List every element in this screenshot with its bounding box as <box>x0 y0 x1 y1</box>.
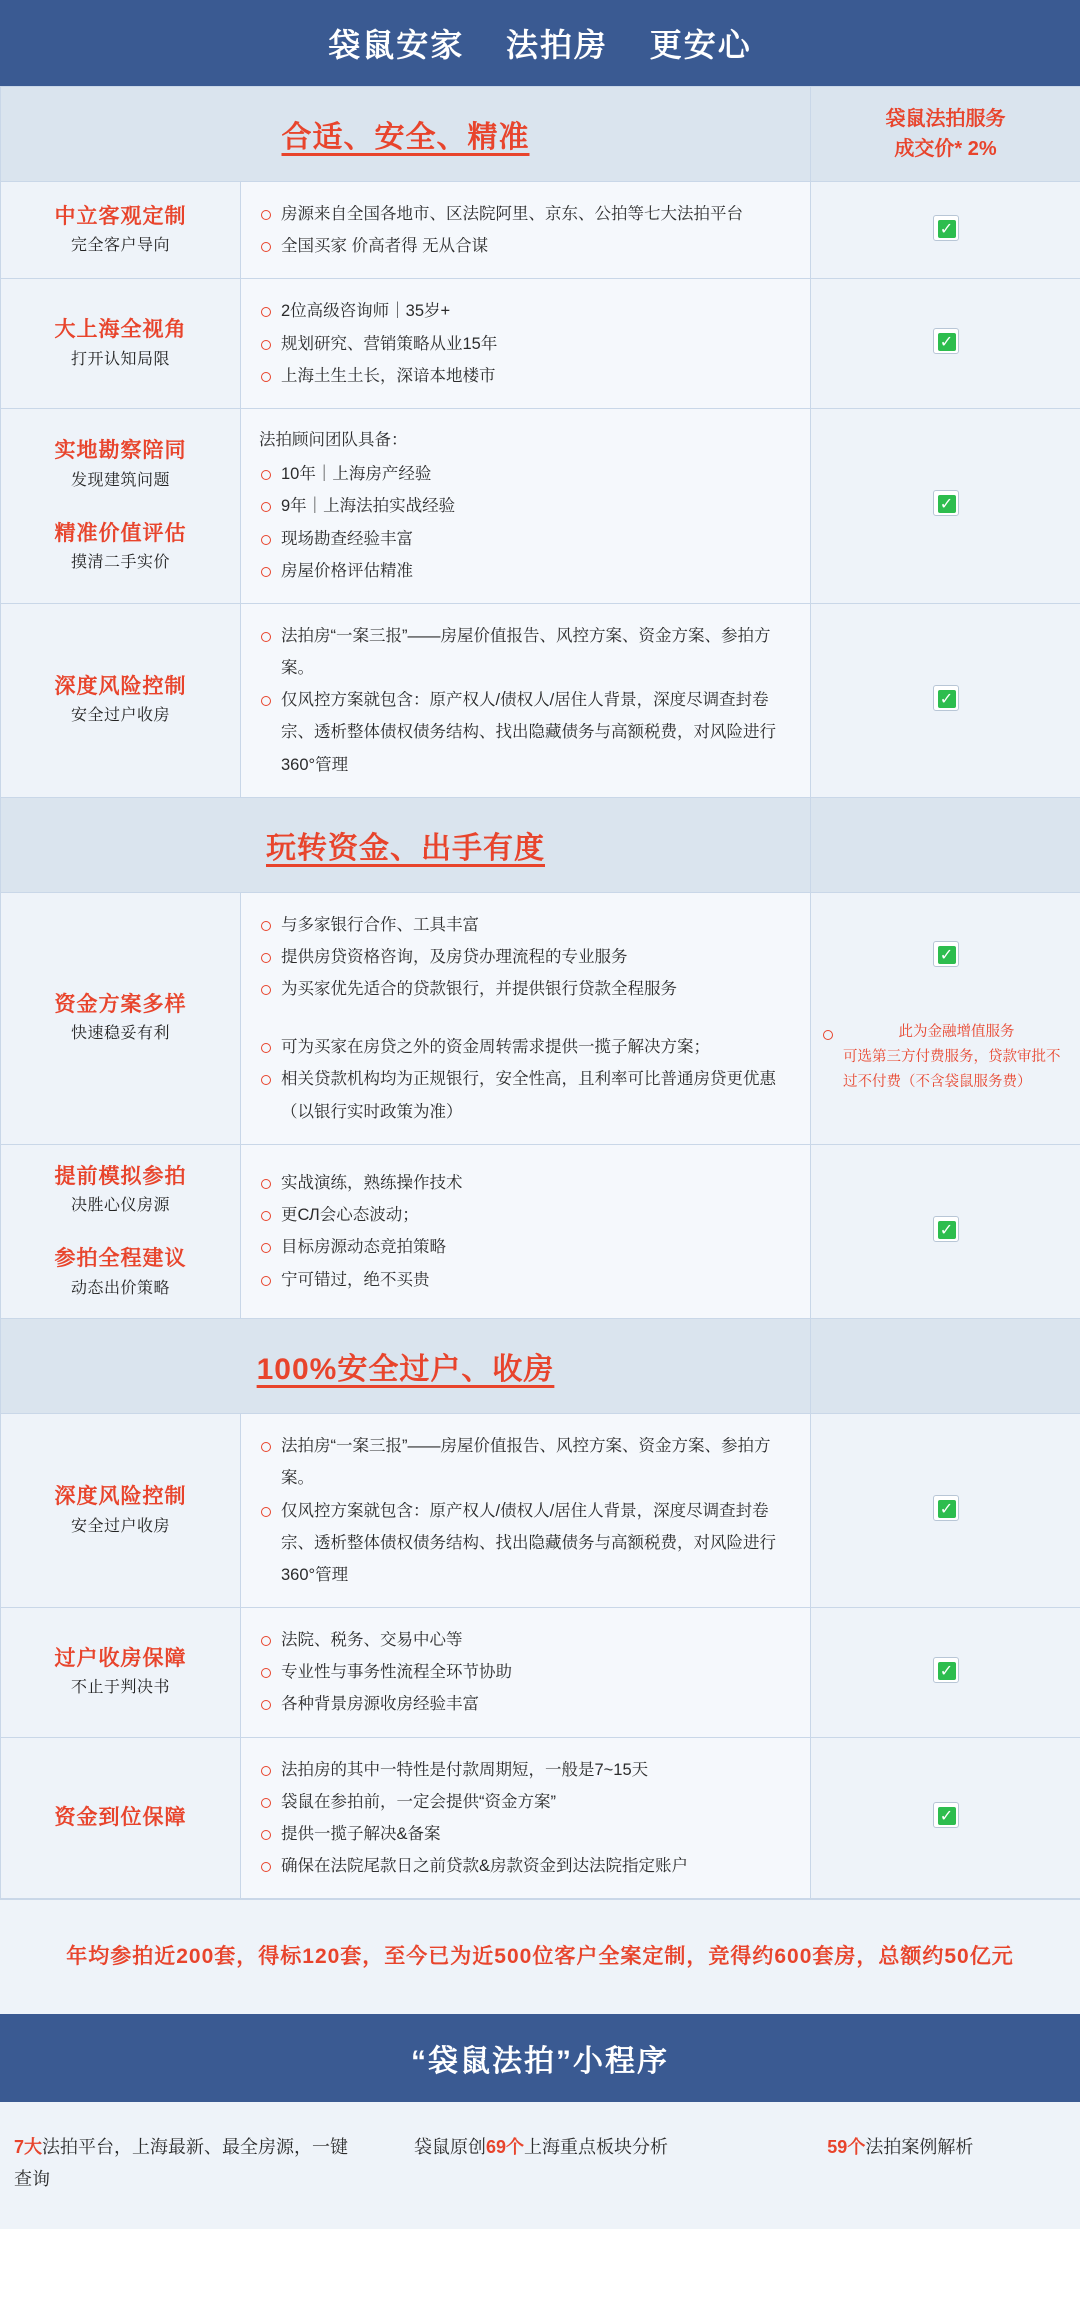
list-item: 2位高级咨询师｜35岁+ <box>259 295 792 327</box>
list-item: 袋鼠在参拍前，一定会提供“资金方案” <box>259 1786 792 1818</box>
note-text: 可选第三方付费服务，贷款审批不过不付费（不含袋鼠服务费） <box>843 1049 1061 1091</box>
list-item: 目标房源动态竞拍策略 <box>259 1231 792 1263</box>
label-group <box>9 1802 232 1834</box>
section-title-2: 玩转资金、出手有度 <box>1 797 811 892</box>
list-item: 宁可错过，绝不买贵 <box>259 1264 792 1296</box>
list-item: 提供房贷资格咨询，及房贷办理流程的专业服务 <box>259 941 792 973</box>
list-item: 确保在法院尾款日之前贷款&房款资金到达法院指定账户 <box>259 1850 792 1882</box>
check-icon <box>933 1802 959 1828</box>
bullet-list-secondary <box>259 1031 792 1128</box>
table-row <box>1 1737 1080 1899</box>
list-item: 实战演练，熟练操作技术 <box>259 1167 792 1199</box>
price-header-line1: 袋鼠法拍服务 <box>885 108 1006 130</box>
check-icon <box>933 490 959 516</box>
row-detail-cell <box>241 603 811 797</box>
page-title-mid: 法拍房 <box>505 27 608 63</box>
label-group <box>9 1161 232 1220</box>
footer-col-2-text: 上海重点板块分析 <box>524 2137 668 2158</box>
table-row <box>1 408 1080 603</box>
footer-col-3 <box>721 2132 1080 2195</box>
service-matrix-table <box>0 86 1080 1899</box>
label-group <box>9 1243 232 1302</box>
footer-col-3-highlight: 59个 <box>827 2137 866 2158</box>
list-item: 仅风控方案就包含：原产权人/债权人/居住人背景，深度尽调查封卷宗、透析整体债权债务结构、找出隐藏债务与高额税费，对风险进行360°管理 <box>259 684 792 781</box>
bullet-list <box>259 295 792 392</box>
section-title-3: 100%安全过户、收房 <box>1 1319 811 1414</box>
label-subtitle: 摸清二手实价 <box>70 554 170 572</box>
label-title: 参拍全程建议 <box>54 1247 187 1271</box>
list-item: 法拍房“一案三报”——房屋价值报告、风控方案、资金方案、参拍方案。 <box>259 620 792 684</box>
label-group <box>9 671 232 730</box>
bullet-list <box>259 620 792 781</box>
label-title: 提前模拟参拍 <box>54 1164 187 1188</box>
row-label-cell <box>1 1608 241 1738</box>
label-subtitle: 决胜心仪房源 <box>70 1197 170 1215</box>
table-row <box>1 1144 1080 1318</box>
page-title-left: 袋鼠安家 <box>328 27 465 63</box>
bullet-list <box>259 458 792 587</box>
row-detail-cell <box>241 408 811 603</box>
label-group <box>9 1481 232 1540</box>
footer-col-2-prefix: 袋鼠原创 <box>413 2137 486 2158</box>
label-title: 精准价值评估 <box>54 521 187 545</box>
list-item: 房屋价格评估精准 <box>259 555 792 587</box>
label-group <box>9 518 232 577</box>
label-subtitle: 安全过户收房 <box>70 1517 170 1535</box>
label-subtitle: 不止于判决书 <box>70 1679 170 1697</box>
footer-col-2 <box>361 2132 720 2195</box>
section-header-row <box>1 797 1080 892</box>
row-detail-cell <box>241 1608 811 1738</box>
label-title: 资金方案多样 <box>54 992 187 1016</box>
list-item: 为买家优先适合的贷款银行，并提供银行贷款全程服务 <box>259 973 792 1005</box>
footer-title-bar: “袋鼠法拍”小程序 <box>0 2014 1080 2102</box>
bullet-list <box>259 1624 792 1721</box>
row-check-cell <box>811 279 1080 409</box>
label-subtitle: 安全过户收房 <box>70 707 170 725</box>
label-subtitle: 快速稳妥有利 <box>70 1025 170 1043</box>
label-title: 大上海全视角 <box>54 318 187 342</box>
row-label-cell <box>1 1414 241 1608</box>
list-item: 规划研究、营销策略从业15年 <box>259 328 792 360</box>
row-label-cell <box>1 279 241 409</box>
list-item: 9年｜上海法拍实战经验 <box>259 490 792 522</box>
list-item: 与多家银行合作、工具丰富 <box>259 909 792 941</box>
bullet-list <box>259 1167 792 1296</box>
check-icon <box>933 215 959 241</box>
list-item: 房源来自全国各地市、区法院阿里、京东、公拍等七大法拍平台 <box>259 198 792 230</box>
label-title: 深度风险控制 <box>54 1485 187 1509</box>
label-title: 过户收房保障 <box>54 1646 187 1670</box>
detail-lead: 法拍顾问团队具备： <box>259 430 408 449</box>
row-label-cell <box>1 1737 241 1899</box>
footer-col-1 <box>0 2132 361 2195</box>
price-header-line2: 成交价* 2% <box>894 138 997 160</box>
label-group <box>9 314 232 373</box>
footer-col-2-highlight: 69个 <box>485 2137 524 2158</box>
list-item: 10年｜上海房产经验 <box>259 458 792 490</box>
page-title-bar <box>0 0 1080 86</box>
label-title: 深度风险控制 <box>54 674 187 698</box>
row-label-cell <box>1 603 241 797</box>
check-icon <box>933 941 959 967</box>
row-check-cell <box>811 1608 1080 1738</box>
footer-col-1-highlight: 7大 <box>14 2137 43 2158</box>
list-item: 此为金融增值服务 <box>821 1020 1070 1045</box>
label-subtitle: 动态出价策略 <box>70 1279 170 1297</box>
footer-col-1-text: 法拍平台，上海最新、最全房源，一键查询 <box>14 2137 349 2189</box>
row-check-cell <box>811 1737 1080 1899</box>
list-item: 上海土生土长，深谙本地楼市 <box>259 360 792 392</box>
check-icon <box>933 1495 959 1521</box>
row-detail-cell <box>241 1144 811 1318</box>
table-row <box>1 182 1080 279</box>
section-title-1: 合适、安全、精准 <box>1 87 811 182</box>
check-icon <box>933 1657 959 1683</box>
list-item: 现场勘查经验丰富 <box>259 523 792 555</box>
table-row <box>1 279 1080 409</box>
check-icon <box>933 328 959 354</box>
row-check-cell <box>811 408 1080 603</box>
label-subtitle: 完全客户导向 <box>70 237 170 255</box>
section-header-spacer <box>811 1319 1080 1414</box>
footer-col-3-text: 法拍案例解析 <box>865 2137 974 2158</box>
list-item: 法拍房的其中一特性是付款周期短，一般是7~15天 <box>259 1754 792 1786</box>
label-subtitle: 发现建筑问题 <box>70 471 170 489</box>
section-header-spacer <box>811 797 1080 892</box>
row-detail-cell <box>241 892 811 1144</box>
check-icon <box>933 1216 959 1242</box>
list-item: 法拍房“一案三报”——房屋价值报告、风控方案、资金方案、参拍方案。 <box>259 1430 792 1494</box>
page-title-right: 更安心 <box>649 27 752 63</box>
row-check-cell <box>811 603 1080 797</box>
row-detail-cell <box>241 279 811 409</box>
price-header <box>811 87 1080 182</box>
row-detail-cell <box>241 1414 811 1608</box>
summary-statistics: 年均参拍近200套，得标120套，至今已为近500位客户全案定制，竞得约600套房，总额约50亿元 <box>0 1899 1080 2014</box>
bullet-list <box>259 1430 792 1591</box>
table-row <box>1 603 1080 797</box>
row-check-cell <box>811 1414 1080 1608</box>
value-added-note <box>821 1020 1070 1096</box>
bullet-list <box>259 198 792 262</box>
label-group <box>9 201 232 260</box>
label-title: 资金到位保障 <box>54 1806 187 1830</box>
row-label-cell <box>1 182 241 279</box>
row-check-cell <box>811 892 1080 1144</box>
table-row <box>1 1608 1080 1738</box>
list-item: 全国买家 价高者得 无从合谋 <box>259 230 792 262</box>
bullet-list <box>259 1754 792 1883</box>
row-detail-cell <box>241 1737 811 1899</box>
list-item: 可为买家在房贷之外的资金周转需求提供一揽子解决方案； <box>259 1031 792 1063</box>
label-title: 实地勘察陪同 <box>54 439 187 463</box>
bullet-list <box>259 909 792 1006</box>
list-item: 更СЛ会心态波动； <box>259 1199 792 1231</box>
list-item: 仅风控方案就包含：原产权人/债权人/居住人背景，深度尽调查封卷宗、透析整体债权债务结构、找出隐藏债务与高额税费，对风险进行360°管理 <box>259 1495 792 1592</box>
list-item: 法院、税务、交易中心等 <box>259 1624 792 1656</box>
check-icon <box>933 685 959 711</box>
row-check-cell <box>811 182 1080 279</box>
table-row <box>1 892 1080 1144</box>
row-label-cell <box>1 1144 241 1318</box>
table-row <box>1 1414 1080 1608</box>
row-detail-cell <box>241 182 811 279</box>
list-item: 相关贷款机构均为正规银行，安全性高，且利率可比普通房贷更优惠（以银行实时政策为准） <box>259 1063 792 1127</box>
label-group <box>9 435 232 494</box>
label-subtitle: 打开认知局限 <box>70 350 170 368</box>
list-item: 各种背景房源收房经验丰富 <box>259 1688 792 1720</box>
section-header-row <box>1 87 1080 182</box>
row-label-cell <box>1 892 241 1144</box>
label-group <box>9 1643 232 1702</box>
footer-columns <box>0 2102 1080 2229</box>
list-item: 专业性与事务性流程全环节协助 <box>259 1656 792 1688</box>
row-label-cell <box>1 408 241 603</box>
label-title: 中立客观定制 <box>54 204 187 228</box>
section-header-row <box>1 1319 1080 1414</box>
row-check-cell <box>811 1144 1080 1318</box>
list-item: 提供一揽子解决&备案 <box>259 1818 792 1850</box>
label-group <box>9 989 232 1048</box>
note-list <box>821 1020 1070 1045</box>
